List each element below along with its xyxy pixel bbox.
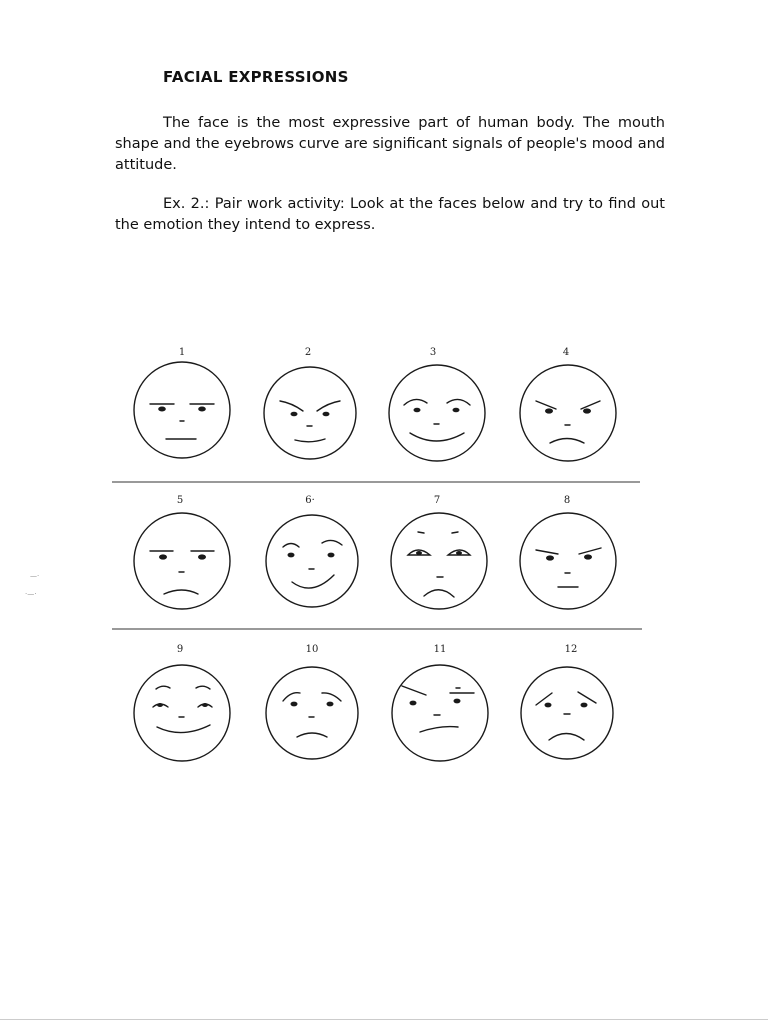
- face-number: 11: [433, 644, 447, 655]
- face-number: 9: [176, 644, 184, 655]
- face-1: [134, 347, 230, 458]
- face-number: 12: [564, 644, 578, 655]
- faces-illustration: [100, 335, 660, 765]
- exercise-instructions: Ex. 2.: Pair work activity: Look at the faces below and try to find out the emotion they intend to express.: [115, 196, 665, 233]
- face-10: [266, 644, 358, 759]
- face-number: 8: [563, 495, 571, 506]
- face-number: 6·: [305, 495, 315, 506]
- face-7: [391, 495, 487, 609]
- margin-scan-mark: ·—·: [25, 590, 37, 598]
- face-number: 7: [433, 495, 441, 506]
- face-2: [264, 347, 356, 459]
- face-outline: [520, 513, 616, 609]
- face-5: [134, 495, 230, 609]
- face-number: 2: [304, 347, 312, 358]
- page-title: FACIAL EXPRESSIONS: [163, 68, 349, 86]
- face-outline: [266, 667, 358, 759]
- face-8: [520, 495, 616, 609]
- face-4: [520, 347, 616, 461]
- page-bottom-edge: [0, 1019, 768, 1020]
- face-outline: [134, 513, 230, 609]
- face-9: [134, 644, 230, 761]
- face-outline: [134, 362, 230, 458]
- margin-scan-mark: —·: [30, 572, 40, 580]
- face-outline: [391, 513, 487, 609]
- face-11: [392, 644, 488, 761]
- faces-grid: [100, 335, 660, 765]
- face-number: 10: [305, 644, 319, 655]
- face-outline: [392, 665, 488, 761]
- face-number: 4: [562, 347, 570, 358]
- face-outline: [521, 667, 613, 759]
- intro-paragraph: The face is the most expressive part of human body. The mouth shape and the eyebrows curve are significant signals of people's mood and attitude.: [115, 115, 665, 173]
- face-number: 3: [429, 347, 437, 358]
- face-outline: [520, 365, 616, 461]
- face-12: [521, 644, 613, 759]
- face-outline: [134, 665, 230, 761]
- face-number: 5: [176, 495, 184, 506]
- face-6: [266, 495, 358, 607]
- face-outline: [264, 367, 356, 459]
- face-3: [389, 347, 485, 461]
- face-outline: [266, 515, 358, 607]
- face-outline: [389, 365, 485, 461]
- face-number: 1: [178, 347, 186, 358]
